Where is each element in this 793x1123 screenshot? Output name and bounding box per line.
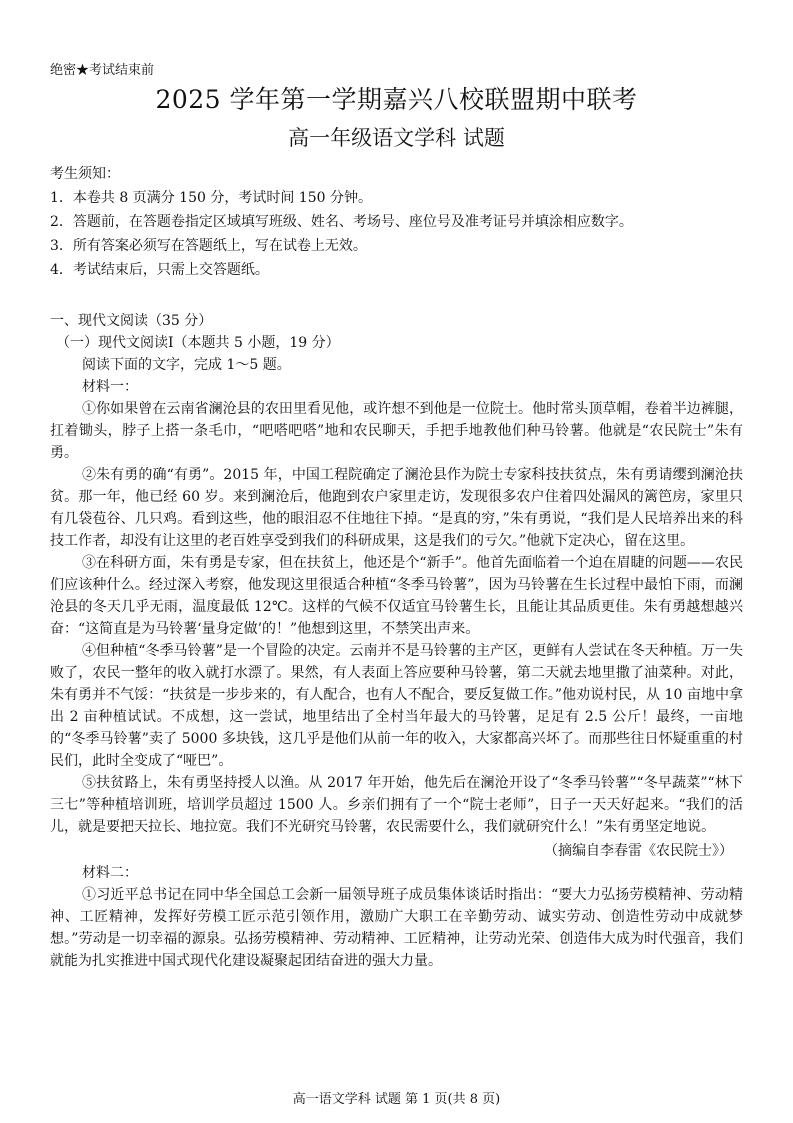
notice-heading: 考生须知：	[50, 166, 120, 182]
material2-label: 材料二：	[82, 865, 138, 881]
notice-item: 4．考试结束后，只需上交答题纸。	[50, 262, 269, 278]
material1-paragraph: ④但种植“冬季马铃薯”是一个冒险的决定。云南并不是马铃薯的主产区，更鲜有人尝试在冬天种植。万一失败了，农民一整年的收入就打水漂了。果然，有人表面上答应要种马铃薯，第二天就去地里撒了油菜种。对此，朱有勇并不气馁：“扶贫是一步步来的，有人配合，也有人不配合，要反复做工作。”他劝说村民，从 10 亩地中拿出 2 亩种植试试。不成想，这一尝试，地里结出了全村当年最大的马铃薯，足足有 2.5 公斤！最终，一亩地的“冬季马铃薯”卖了 5000 多块钱，这几乎是他们从前一年的收入，大家都高兴坏了。而那些往日怀疑重重的村民们，此时全变成了“哑巴”。	[50, 643, 743, 769]
material1-paragraph: ⑤扶贫路上，朱有勇坚持授人以渔。从 2017 年开始，他先后在澜沧开设了“冬季马铃薯”“冬早蔬菜”“林下三七”等种植培训班，培训学员超过 1500 人。乡亲们拥有了一个“院士老师”，日子一天天好起来。“我们的活儿，就是要把天拉长、地拉宽。我们不光研究马铃薯，农民需要什么，我们就研究什么！”朱有勇坚定地说。	[50, 775, 743, 835]
reading-material	[50, 354, 743, 972]
material1-paragraph: ③在科研方面，朱有勇是专家，但在扶贫上，他还是个“新手”。他首先面临着一个迫在眉睫的问题——农民们应该种什么。经过深入考察，他发现这里很适合种植“冬季马铃薯”，因为马铃薯在生长过程中最怕下雨，而澜沧县的冬天几乎无雨，温度最低 12℃。这样的气候不仅适宜马铃薯生长，且能让其品质更佳。朱有勇越想越兴奋：“这简直是为马铃薯‘量身定做’的！”他想到这里，不禁笑出声来。	[50, 555, 743, 637]
material2-paragraph: ①习近平总书记在同中华全国总工会新一届领导班子成员集体谈话时指出：“要大力弘扬劳模精神、劳动精神、工匠精神，发挥好劳模工匠示范引领作用，激励广大职工在辛勤劳动、诚实劳动、创造性劳动中成就梦想。”劳动是一切幸福的源泉。弘扬劳模精神、劳动精神、工匠精神，让劳动光荣、创造伟大成为时代强音，我们就能为扎实推进中国式现代化建设凝聚起团结奋进的强大力量。	[50, 887, 743, 969]
section-heading: 一、现代文阅读（35 分）	[50, 313, 213, 329]
page-footer: 高一语文学科 试题 第 1 页(共 8 页)	[292, 1092, 501, 1107]
notice-item: 1．本卷共 8 页满分 150 分，考试时间 150 分钟。	[50, 190, 372, 206]
notice-item: 3．所有答案必须写在答题纸上，写在试卷上无效。	[50, 238, 367, 254]
material1-label: 材料一：	[82, 379, 138, 395]
candidate-notice	[50, 162, 743, 282]
reading-instruction: 阅读下面的文字，完成 1～5 题。	[82, 357, 291, 373]
exam-title: 2025 学年第一学期嘉兴八校联盟期中联考	[155, 85, 638, 114]
material1-source: （摘编自李春雷《农民院士》）	[544, 843, 733, 859]
material1-paragraph: ②朱有勇的确“有勇”。2015 年，中国工程院确定了澜沧县作为院士专家科技扶贫点，朱有勇请缨到澜沧扶贫。那一年，他已经 60 岁。来到澜沧后，他跑到农户家里走访，发现很多农户住着四处漏风的篱笆房，家里只有几袋苞谷、几只鸡。看到这些，他的眼泪忍不住地往下掉。“是真的穷，”朱有勇说，“我们是人民培养出来的科技工作者，却没有让这里的老百姓享受到我们的科研成果，这是我们的亏欠。”他就下定决心，留在这里。	[50, 467, 743, 549]
material1-paragraph: ①你如果曾在云南省澜沧县的农田里看见他，或许想不到他是一位院士。他时常头顶草帽，卷着半边裤腿，扛着锄头，脖子上搭一条毛巾，“吧嗒吧嗒”地和农民聊天，手把手地教他们种马铃薯。他就是“农民院士”朱有勇。	[50, 401, 743, 461]
secret-mark: 绝密★考试结束前	[50, 63, 155, 78]
notice-item: 2．答题前，在答题卷指定区域填写班级、姓名、考场号、座位号及准考证号并填涂相应数字。	[50, 214, 633, 230]
exam-subtitle: 高一年级语文学科 试题	[288, 126, 505, 150]
subsection-heading: （一）现代文阅读Ⅰ（本题共 5 小题，19 分）	[56, 335, 340, 351]
